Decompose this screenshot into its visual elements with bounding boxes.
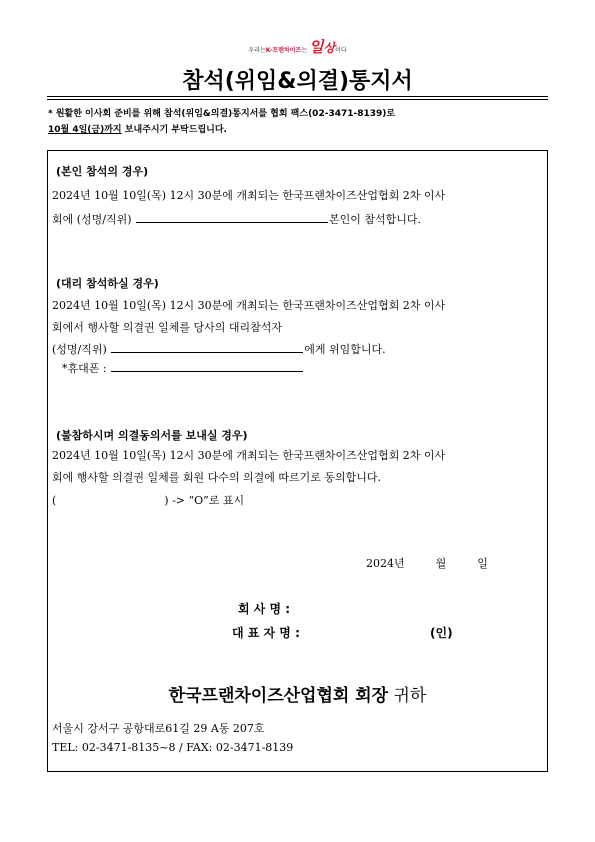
section-proxy-line-1: 2024년 10월 10일(목) 12시 30분에 개최되는 한국프랜차이즈산업협회 2차 이사 [52, 299, 446, 312]
logo-prefix: 우리는 [248, 47, 266, 54]
page-title: 참석(위임&의결)통지서 [182, 69, 413, 94]
representative-label: 대 표 자 명 : [232, 626, 300, 640]
header-logo [0, 36, 595, 57]
section-self-line-1: 2024년 10월 10일(목) 12시 30분에 개최되는 한국프랜차이즈산업협회 2차 이사 [52, 189, 446, 202]
recipient-name: 한국프랜차이즈산업협회 회장 [168, 686, 389, 706]
section-self-line-2-post: 본인이 참석합니다. [329, 213, 422, 226]
date-month: 월 [435, 557, 447, 570]
section-proxy-line-3-post: 에게 위임합니다. [304, 343, 386, 356]
proxy-name-blank[interactable] [111, 342, 303, 353]
notice-line-1: * 원활한 이사회 준비를 위해 참석(위임&의결)통지서를 협회 팩스(02-3471-8139)로 [48, 109, 396, 119]
notice-line-2 [48, 122, 558, 135]
section-self-title: (본인 참석의 경우) [56, 165, 149, 178]
notice-deadline: 10월 4일(금)까지 [48, 125, 122, 135]
phone-label: *휴대폰 : [62, 362, 107, 375]
address-line: 서울시 강서구 공항대로61길 29 A동 207호 [52, 722, 265, 735]
logo-big-2: 상 [323, 41, 336, 55]
section-consent-line-3 [52, 492, 244, 508]
section-proxy-title: (대리 참석하실 경우) [56, 277, 159, 290]
logo-big-1: 일 [309, 38, 324, 56]
section-proxy-phone [62, 360, 304, 376]
consent-open-paren: ( [52, 494, 57, 507]
logo-brand: K-프랜차이즈 [265, 47, 302, 54]
logo-mid: 는 [301, 47, 308, 54]
date-day: 일 [477, 557, 488, 570]
title-rule-top [47, 96, 548, 97]
title-rule-bottom [47, 99, 548, 100]
section-consent-title: (불참하시며 의결동의서를 보내실 경우) [56, 429, 248, 442]
recipient-line [0, 681, 595, 706]
company-name-label: 회 사 명 : [238, 602, 291, 616]
self-name-blank[interactable] [136, 212, 328, 223]
section-consent-line-2: 회에 행사할 의결권 일체를 회원 다수의 의결에 따르기로 동의합니다. [52, 471, 381, 484]
date-year: 2024년 [366, 557, 405, 570]
section-self-line-2-pre: 회에 (성명/직위) [52, 213, 136, 226]
phone-blank[interactable] [111, 361, 303, 372]
contact-line: TEL: 02-3471-8135~8 / FAX: 02-3471-8139 [52, 741, 294, 754]
seal-mark: (인) [430, 626, 453, 640]
logo-suffix: 이다 [335, 47, 347, 54]
consent-close: ) -> “O”로 표시 [164, 494, 245, 507]
section-proxy-line-3 [52, 341, 386, 357]
section-proxy-line-2: 회에서 행사할 의결권 일체를 당사의 대리참석자 [52, 321, 283, 334]
section-consent-line-1: 2024년 10월 10일(목) 12시 30분에 개최되는 한국프랜차이즈산업협회 2차 이사 [52, 449, 446, 462]
recipient-suffix: 귀하 [388, 686, 427, 706]
date-line [366, 555, 488, 571]
section-proxy-line-3-pre: (성명/직위) [52, 343, 111, 356]
section-self-line-2 [52, 211, 421, 227]
notice-line-2-rest: 보내주시기 부탁드립니다. [121, 125, 227, 135]
